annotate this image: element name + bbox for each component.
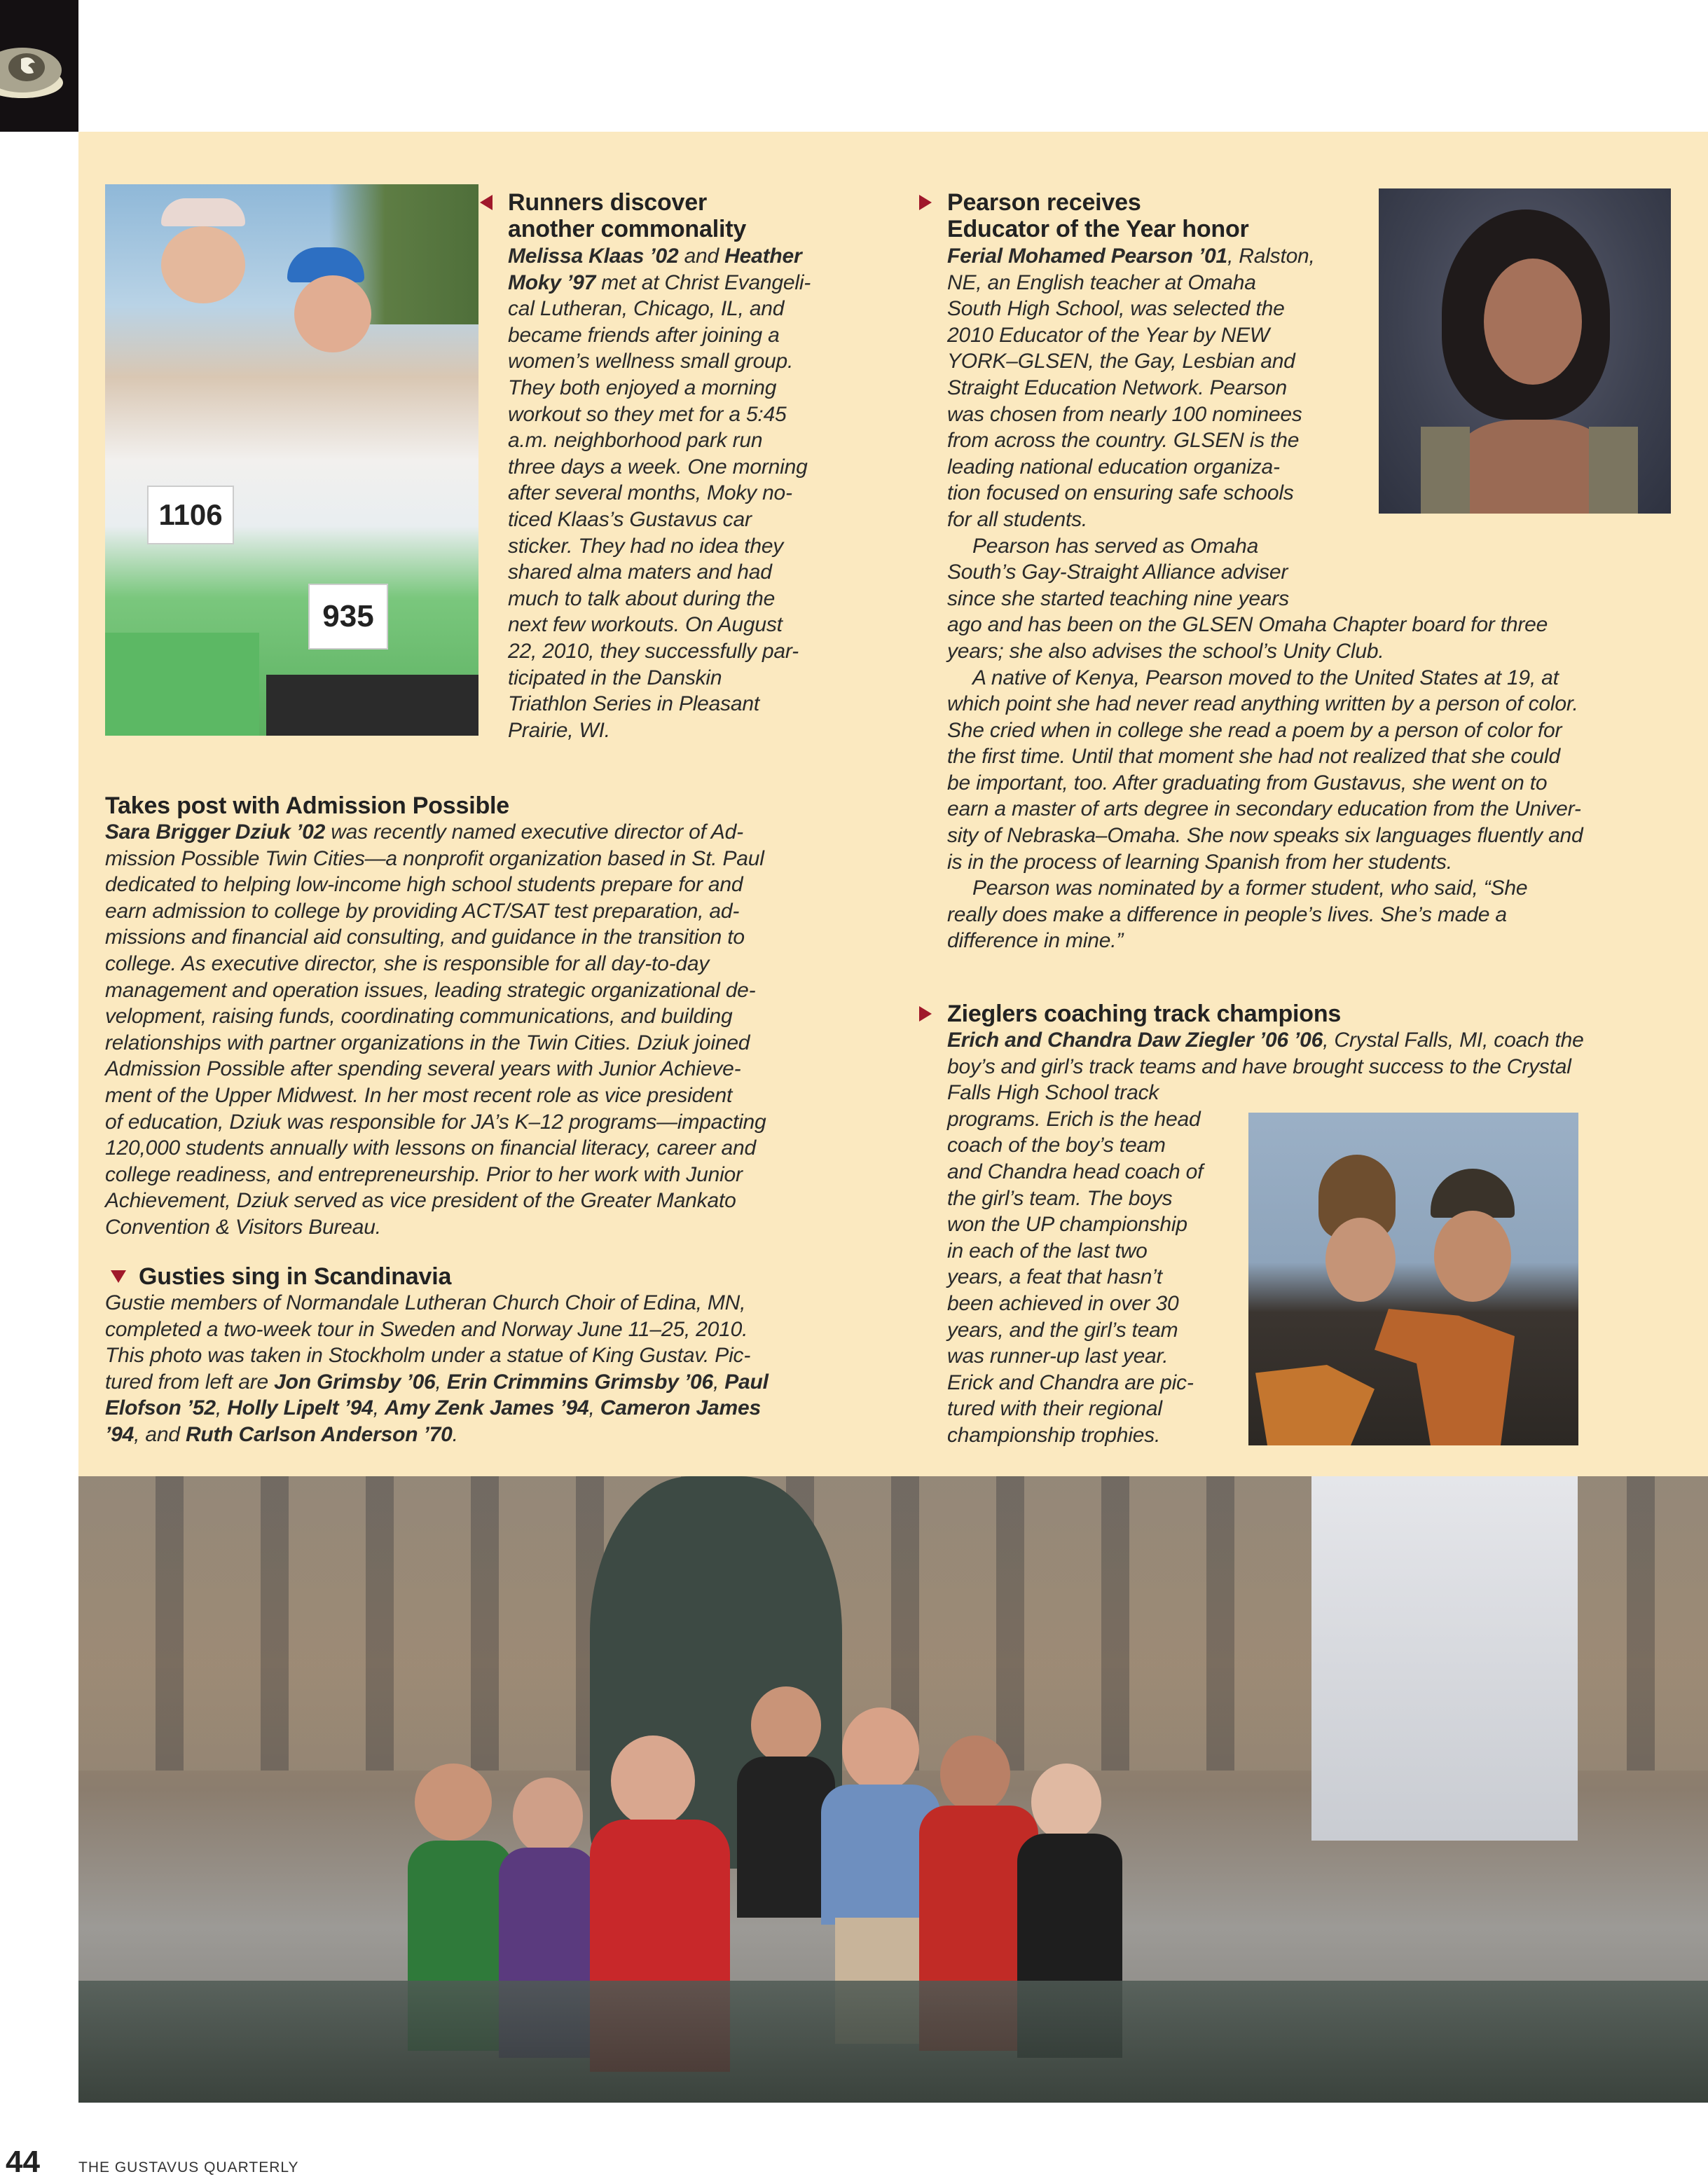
text-line: tured from left are <box>105 1370 275 1394</box>
article-admission <box>105 792 876 1241</box>
text-line: tion focused on ensuring safe schools <box>947 481 1294 505</box>
text-line: ’94 <box>105 1422 135 1446</box>
text-line: Jon Grimsby ’06 <box>274 1370 436 1394</box>
text-line: Sara Brigger Dziuk ’02 <box>105 820 326 844</box>
text-line: YORK–GLSEN, the Gay, Lesbian and <box>947 350 1295 373</box>
text-line: Amy Zenk James ’94 <box>384 1396 589 1420</box>
text-line: years, and the girl’s team <box>947 1318 1178 1342</box>
text-line: programs. Erich is the head <box>947 1107 1201 1131</box>
triangle-down-icon <box>111 1270 126 1283</box>
text-line: difference in mine.” <box>947 929 1124 953</box>
text-line: Heather <box>724 245 802 268</box>
text-line: after several months, Moky no- <box>508 481 792 505</box>
article-gusties <box>105 1263 876 1448</box>
text-line: is in the process of learning Spanish from her students. <box>947 850 1452 874</box>
text-line: Gusties sing in Scandinavia <box>139 1263 452 1290</box>
text-line: , <box>215 1396 228 1420</box>
text-line: , Ralston, <box>1227 245 1315 268</box>
race-bib-1 <box>147 486 234 544</box>
text-line: and <box>678 245 725 268</box>
text-line: in each of the last two <box>947 1239 1148 1263</box>
triangle-right-icon <box>919 195 932 210</box>
text-line: A native of Kenya, Pearson moved to the United States at 19, at <box>972 666 1559 689</box>
article-runners <box>508 189 872 743</box>
class-ring-icon <box>0 42 67 112</box>
text-line: This photo was taken in Stockholm under a statue of King Gustav. Pic- <box>105 1344 751 1368</box>
text-line: South High School, was selected the <box>947 297 1285 321</box>
article-zieglers <box>947 1001 1690 1449</box>
text-line: . <box>452 1422 458 1446</box>
text-line: Admission Possible after spending several years with Junior Achieve- <box>105 1057 741 1081</box>
text-line: workout so they met for a 5:45 <box>508 402 787 426</box>
text-line: Ruth Carlson Anderson ’70 <box>185 1422 453 1446</box>
text-line: college. As executive director, she is responsible for all day-to-day <box>105 951 710 975</box>
text-line: Pearson was nominated by a former student, who said, “She <box>972 877 1528 900</box>
text-line: next few workouts. On August <box>508 613 783 637</box>
text-line: missions and financial aid consulting, and guidance in the transition to <box>105 926 745 949</box>
text-line: the girl’s team. The boys <box>947 1186 1173 1210</box>
headline-gusties <box>105 1263 876 1290</box>
text-line: 120,000 students annually with lessons on financial literacy, career and <box>105 1136 756 1160</box>
text-line: boy’s and girl’s track teams and have brought success to the Crystal <box>947 1054 1571 1078</box>
text-line: Elofson ’52 <box>105 1396 216 1420</box>
text-line: became friends after joining a <box>508 323 780 347</box>
text-line: met at Christ Evangeli- <box>595 270 811 294</box>
text-line: ticipated in the Danskin <box>508 666 722 689</box>
publication-title: THE GUSTAVUS QUARTERLY <box>78 2159 299 2175</box>
headline-runners <box>508 189 872 242</box>
text-line: relationships with partner organizations in the Twin Cities. Dziuk joined <box>105 1031 750 1054</box>
text-line: , and <box>134 1422 186 1446</box>
text-line: earn a master of arts degree in secondary education from the Univer- <box>947 797 1581 821</box>
race-bib-2 <box>308 584 388 649</box>
text-line: college readiness, and entrepreneurship. Prior to her work with Junior <box>105 1162 743 1186</box>
headline-admission: Takes post with Admission Possible <box>105 792 509 819</box>
headline-zieglers <box>947 1001 1690 1027</box>
text-line: Moky ’97 <box>508 270 596 294</box>
choir-group-photo <box>78 1476 1708 2103</box>
text-line: women’s wellness small group. <box>508 350 794 373</box>
text-line: Erick and Chandra are pic- <box>947 1370 1194 1394</box>
text-line: Straight Education Network. Pearson <box>947 376 1287 399</box>
text-line: years, a feat that hasn’t <box>947 1265 1162 1289</box>
text-line: Melissa Klaas ’02 <box>508 245 679 268</box>
text-line: since she started teaching nine years <box>947 586 1289 610</box>
headline-pearson <box>947 189 1690 242</box>
text-line: Pearson receives <box>947 189 1141 216</box>
text-line: Pearson has served as Omaha <box>972 534 1259 558</box>
text-line: years; she also advises the school’s Unity Club. <box>947 639 1384 663</box>
text-line: completed a two-week tour in Sweden and Norway June 11–25, 2010. <box>105 1317 748 1341</box>
text-line: Prairie, WI. <box>508 718 610 742</box>
text-line: be important, too. After graduating from Gustavus, she went on to <box>947 771 1548 795</box>
text-line: shared alma maters and had <box>508 561 772 584</box>
text-line: much to talk about during the <box>508 586 776 610</box>
text-line: was recently named executive director of Ad- <box>325 820 743 844</box>
text-line: NE, an English teacher at Omaha <box>947 270 1256 294</box>
text-line: , Crystal Falls, MI, coach the <box>1323 1029 1584 1052</box>
runners-photo <box>105 184 478 736</box>
text-line: , <box>435 1370 447 1394</box>
text-line: They both enjoyed a morning <box>508 376 777 399</box>
text-line: , <box>588 1396 600 1420</box>
text-line: velopment, raising funds, coordinating communications, and building <box>105 1005 733 1029</box>
text-line: tured with their regional <box>947 1397 1162 1421</box>
text-line: , <box>712 1370 725 1394</box>
text-line: coach of the boy’s team <box>947 1134 1166 1157</box>
text-line: mission Possible Twin Cities—a nonprofit organization based in St. Paul <box>105 846 764 870</box>
text-line: ago and has been on the GLSEN Omaha Chapter board for three <box>947 613 1548 637</box>
text-line: won the UP championship <box>947 1213 1187 1237</box>
text-line: ment of the Upper Midwest. In her most recent role as vice president <box>105 1083 733 1107</box>
text-line: Ferial Mohamed Pearson ’01 <box>947 245 1227 268</box>
text-line: cal Lutheran, Chicago, IL, and <box>508 297 785 321</box>
text-line: 2010 Educator of the Year by NEW <box>947 323 1269 347</box>
text-line: of education, Dziuk was responsible for JA’s K–12 programs—impacting <box>105 1110 766 1134</box>
text-line: another commonality <box>508 216 747 242</box>
text-line: 935 <box>322 599 374 633</box>
text-line: from across the country. GLSEN is the <box>947 429 1300 453</box>
text-line: for all students. <box>947 507 1088 531</box>
text-line: management and operation issues, leading strategic organizational de- <box>105 978 756 1002</box>
text-line: really does make a difference in people’s lives. She’s made a <box>947 902 1507 926</box>
text-line: Zieglers coaching track champions <box>947 1001 1342 1027</box>
text-line: 1106 <box>158 498 223 531</box>
text-line: She cried when in college she read a poem by a person of color for <box>947 718 1562 742</box>
text-line: 22, 2010, they successfully par- <box>508 639 799 663</box>
text-line: South’s Gay-Straight Alliance adviser <box>947 561 1288 584</box>
text-line: Triathlon Series in Pleasant <box>508 692 760 716</box>
visor <box>161 198 245 226</box>
text-line: and Chandra head coach of <box>947 1160 1204 1183</box>
text-line: Erin Crimmins Grimsby ’06 <box>446 1370 713 1394</box>
text-line: was runner-up last year. <box>947 1345 1169 1368</box>
text-line: sticker. They had no idea they <box>508 534 784 558</box>
text-line: been achieved in over 30 <box>947 1291 1179 1315</box>
text-line: Paul <box>724 1370 769 1394</box>
text-line: Falls High School track <box>947 1081 1159 1105</box>
text-line: Achievement, Dziuk served as vice president of the Greater Mankato <box>105 1189 736 1213</box>
text-line: , <box>373 1396 385 1420</box>
text-line: was chosen from nearly 100 nominees <box>947 402 1302 426</box>
text-line: which point she had never read anything written by a person of color. <box>947 692 1578 716</box>
text-line: earn admission to college by providing ACT/SAT test preparation, ad- <box>105 899 740 923</box>
text-line: Cameron James <box>600 1396 761 1420</box>
text-line: three days a week. One morning <box>508 455 808 479</box>
article-pearson <box>947 189 1690 954</box>
text-line: sity of Nebraska–Omaha. She now speaks six languages fluently and <box>947 824 1583 848</box>
text-line: Erich and Chandra Daw Ziegler ’06 ’06 <box>947 1029 1323 1052</box>
text-line: Educator of the Year honor <box>947 216 1249 242</box>
text-line: championship trophies. <box>947 1423 1161 1447</box>
text-line: dedicated to helping low-income high school students prepare for and <box>105 873 743 897</box>
triangle-left-icon <box>480 195 493 210</box>
text-line: leading national education organiza- <box>947 455 1280 479</box>
text-line: a.m. neighborhood park run <box>508 429 763 453</box>
text-line: the first time. Until that moment she had not realized that she could <box>947 745 1560 769</box>
page-number: 44 <box>6 2145 40 2179</box>
triangle-right-icon <box>919 1006 932 1022</box>
text-line: Gustie members of Normandale Lutheran Church Choir of Edina, MN, <box>105 1291 746 1314</box>
text-line: Holly Lipelt ’94 <box>227 1396 373 1420</box>
text-line: Convention & Visitors Bureau. <box>105 1215 381 1239</box>
text-line: Runners discover <box>508 189 708 216</box>
text-line: ticed Klaas’s Gustavus car <box>508 507 752 531</box>
